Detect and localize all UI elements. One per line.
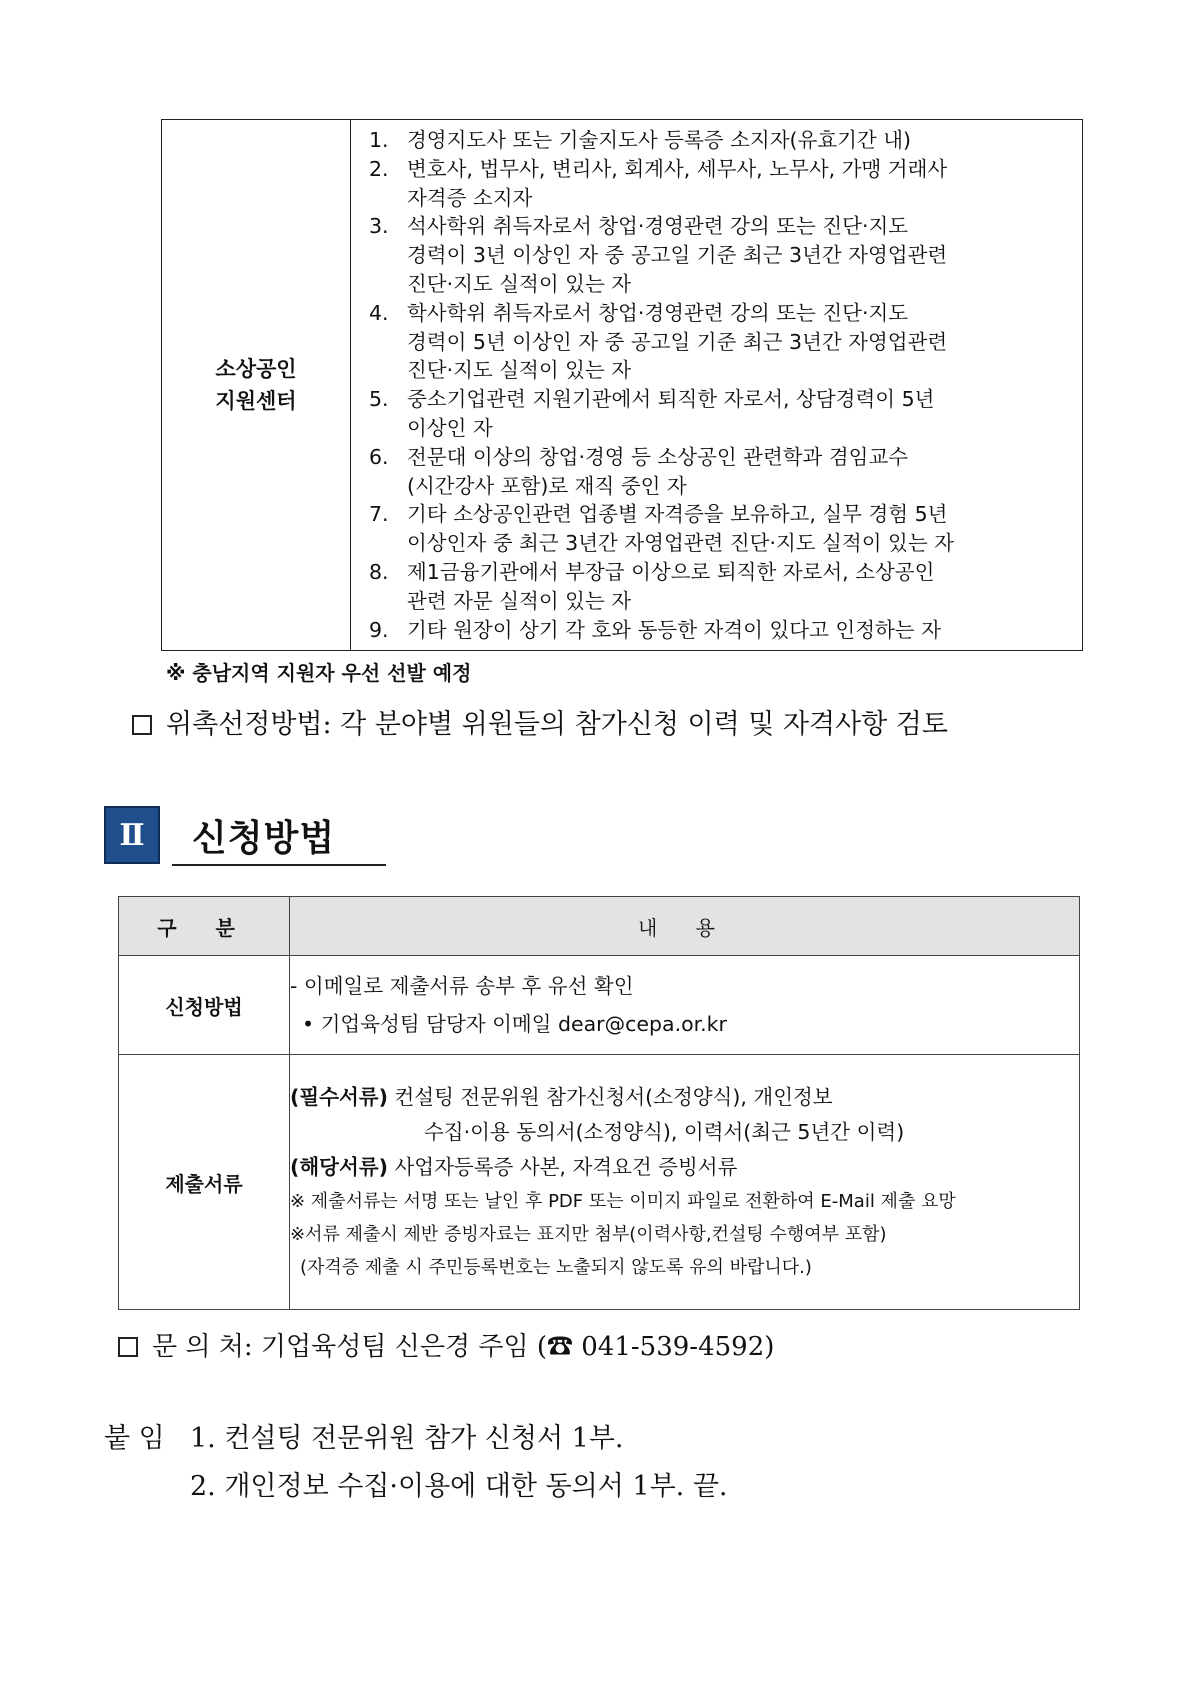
qualification-item-line: 경영지도사 또는 기술지도사 등록증 소지자(유효기간 내) [407, 128, 912, 152]
qualification-item-line: 자격증 소지자 [407, 185, 533, 210]
header-content: 내 용 [290, 897, 1080, 956]
section-title: 신청방법 [192, 818, 336, 859]
qualification-item-number: 2. [369, 156, 389, 181]
qualification-item-line: (시간강사 포함)로 재직 중인 자 [407, 473, 687, 498]
qualification-item [369, 212, 1082, 298]
qualification-item-number: 9. [369, 617, 389, 642]
documents-label: 제출서류 [119, 1055, 290, 1310]
checkbox-square-icon [118, 1337, 138, 1357]
qualification-list [351, 120, 1082, 650]
qualification-item [369, 126, 1082, 155]
documents-note: ※서류 제출시 제반 증빙자료는 표지만 첨부(이력사항,컨설팅 수행여부 포함) [290, 1224, 887, 1245]
qualification-item-line: 전문대 이상의 창업·경영 등 소상공인 관련학과 겸임교수 [407, 444, 909, 469]
section-title-underline [172, 864, 386, 866]
method-email-line: • 기업육성팀 담당자 이메일 dear@cepa.or.kr [302, 1012, 727, 1036]
attachment-item: 2. 개인정보 수집·이용에 대한 동의서 1부. 끝. [190, 1471, 728, 1502]
priority-note: ※ 충남지역 지원자 우선 선발 예정 [166, 661, 472, 685]
required-docs-line1: 컨설팅 전문위원 참가신청서(소정양식), 개인정보 [394, 1085, 833, 1109]
qualification-item [369, 155, 1082, 213]
qualification-item [369, 558, 1082, 616]
qualification-item [369, 500, 1082, 558]
attachments [104, 1415, 728, 1511]
documents-note: ※ 제출서류는 서명 또는 날인 후 PDF 또는 이미지 파일로 전환하여 E-Mail 제출 요망 [290, 1191, 956, 1212]
qualification-item [369, 443, 1082, 501]
qualification-item-number: 7. [369, 502, 389, 527]
qualification-item-line: 제1금융기관에서 부장급 이상으로 퇴직한 자로서, 소상공인 [407, 559, 935, 584]
qualification-item-line: 기타 소상공인관련 업종별 자격증을 보유하고, 실무 경험 5년 [407, 502, 948, 527]
qualification-item [369, 385, 1082, 443]
section-number-badge: Ⅱ [104, 806, 160, 864]
qualification-item-number: 6. [369, 444, 389, 469]
qualification-item [369, 616, 1082, 645]
contact-text: 문 의 처: 기업육성팀 신은경 주임 (☎ 041-539-4592) [152, 1332, 775, 1362]
qualification-item-line: 이상인자 중 최근 3년간 자영업관련 진단·지도 실적이 있는 자 [407, 531, 954, 556]
method-line: - 이메일로 제출서류 송부 후 유선 확인 [290, 974, 634, 998]
qualification-table [161, 119, 1083, 651]
qualification-item-line: 중소기업관련 지원기관에서 퇴직한 자로서, 상담경력이 5년 [407, 387, 935, 412]
documents-note: (자격증 제출 시 주민등록번호는 노출되지 않도록 유의 바랍니다.) [300, 1257, 812, 1278]
application-table [118, 896, 1080, 1310]
checkbox-square-icon [132, 715, 152, 735]
category-line: 지원센터 [215, 389, 297, 413]
category-line: 소상공인 [215, 357, 297, 381]
table-header-row [119, 897, 1080, 956]
documents-content [290, 1055, 1080, 1310]
qualification-item-line: 관련 자문 실적이 있는 자 [407, 588, 632, 613]
contact-line [118, 1326, 774, 1363]
qualification-item-line: 경력이 3년 이상인 자 중 공고일 기준 최근 3년간 자영업관련 [407, 243, 948, 268]
required-docs-tag: (필수서류) [290, 1085, 388, 1109]
qualification-item-number: 4. [369, 300, 389, 325]
selection-method-text: 위촉선정방법: 각 분야별 위원들의 참가신청 이력 및 자격사항 검토 [166, 709, 948, 740]
applicable-docs-line: 사업자등록증 사본, 자격요건 증빙서류 [394, 1155, 738, 1179]
table-row-documents [119, 1055, 1080, 1310]
method-label: 신청방법 [119, 956, 290, 1055]
required-docs-line2: 수집·이용 동의서(소정양식), 이력서(최근 5년간 이력) [424, 1120, 905, 1144]
qualification-item-number: 1. [369, 128, 389, 152]
attachments-label: 붙 임 [104, 1423, 165, 1454]
qualification-item-line: 진단·지도 실적이 있는 자 [407, 271, 632, 296]
qualification-item-line: 기타 원장이 상기 각 호와 동등한 자격이 있다고 인정하는 자 [407, 617, 941, 642]
qualification-item-number: 8. [369, 559, 389, 584]
method-content [290, 956, 1080, 1055]
selection-method-line [132, 702, 948, 741]
attachment-item: 1. 컨설팅 전문위원 참가 신청서 1부. [190, 1423, 624, 1454]
applicable-docs-tag: (해당서류) [290, 1155, 388, 1179]
header-category: 구 분 [119, 897, 290, 956]
qualification-item-number: 5. [369, 387, 389, 412]
qualification-item [369, 299, 1082, 385]
qualification-item-line: 진단·지도 실적이 있는 자 [407, 358, 632, 383]
qualification-item-line: 학사학위 취득자로서 창업·경영관련 강의 또는 진단·지도 [407, 300, 909, 325]
qualification-item-line: 석사학위 취득자로서 창업·경영관련 강의 또는 진단·지도 [407, 214, 909, 239]
qualification-item-number: 3. [369, 214, 389, 239]
table-row-method [119, 956, 1080, 1055]
qualification-item-line: 변호사, 법무사, 변리사, 회계사, 세무사, 노무사, 가맹 거래사 [407, 156, 948, 181]
qualification-item-line: 이상인 자 [407, 415, 493, 440]
qualification-item-line: 경력이 5년 이상인 자 중 공고일 기준 최근 3년간 자영업관련 [407, 329, 948, 354]
qualification-category [162, 120, 351, 650]
